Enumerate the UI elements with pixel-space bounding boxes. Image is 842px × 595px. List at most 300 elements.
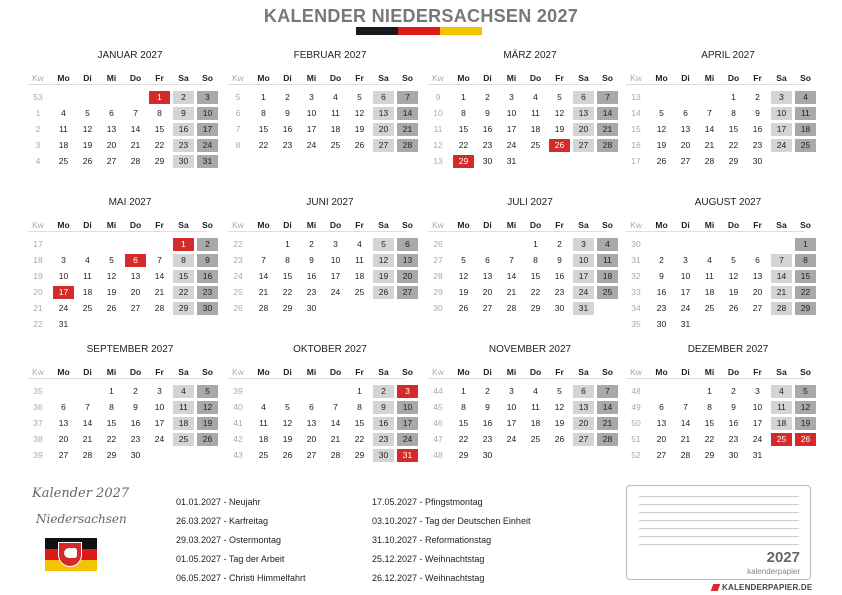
day-cell[interactable]: 19: [554, 418, 565, 428]
day-cell[interactable]: 29: [453, 155, 474, 168]
day-cell[interactable]: 13: [130, 271, 141, 281]
day-cell[interactable]: 24: [573, 286, 594, 299]
day-cell[interactable]: 11: [771, 401, 792, 414]
day-cell[interactable]: 19: [554, 124, 565, 134]
day-cell[interactable]: 13: [106, 124, 117, 134]
day-cell[interactable]: 28: [597, 433, 618, 446]
day-cell[interactable]: 23: [130, 434, 141, 444]
day-cell[interactable]: 23: [656, 303, 667, 313]
day-cell[interactable]: 13: [482, 271, 493, 281]
day-cell[interactable]: 27: [58, 450, 69, 460]
day-cell[interactable]: 7: [597, 385, 618, 398]
day-cell[interactable]: 10: [752, 402, 763, 412]
day-cell[interactable]: 10: [330, 255, 341, 265]
day-cell[interactable]: 4: [357, 239, 362, 249]
day-cell[interactable]: 28: [597, 139, 618, 152]
day-cell[interactable]: 17: [197, 123, 218, 136]
day-cell[interactable]: 7: [597, 91, 618, 104]
day-cell[interactable]: 2: [659, 255, 664, 265]
day-cell[interactable]: 25: [530, 140, 541, 150]
day-cell[interactable]: 16: [130, 418, 141, 428]
day-cell[interactable]: 26: [795, 433, 816, 446]
day-cell[interactable]: 3: [61, 255, 66, 265]
day-cell[interactable]: 19: [373, 270, 394, 283]
day-cell[interactable]: 30: [752, 156, 763, 166]
day-cell[interactable]: 15: [728, 124, 739, 134]
day-cell[interactable]: 12: [354, 108, 365, 118]
day-cell[interactable]: 29: [728, 156, 739, 166]
day-cell[interactable]: 17: [330, 271, 341, 281]
day-cell[interactable]: 22: [173, 286, 194, 299]
day-cell[interactable]: 3: [771, 91, 792, 104]
day-cell[interactable]: 11: [173, 401, 194, 414]
day-cell[interactable]: 12: [282, 418, 293, 428]
day-cell[interactable]: 1: [149, 91, 170, 104]
day-cell[interactable]: 27: [306, 450, 317, 460]
day-cell[interactable]: 20: [680, 140, 691, 150]
day-cell[interactable]: 9: [731, 402, 736, 412]
day-cell[interactable]: 1: [285, 239, 290, 249]
day-cell[interactable]: 30: [482, 450, 493, 460]
day-cell[interactable]: 6: [109, 108, 114, 118]
day-cell[interactable]: 10: [506, 402, 517, 412]
day-cell[interactable]: 5: [557, 92, 562, 102]
day-cell[interactable]: 11: [531, 402, 540, 412]
day-cell[interactable]: 14: [154, 271, 165, 281]
day-cell[interactable]: 4: [533, 386, 538, 396]
day-cell[interactable]: 29: [458, 450, 469, 460]
day-cell[interactable]: 11: [355, 255, 364, 265]
day-cell[interactable]: 12: [197, 401, 218, 414]
day-cell[interactable]: 1: [731, 92, 736, 102]
day-cell[interactable]: 31: [58, 319, 69, 329]
day-cell[interactable]: 18: [258, 434, 269, 444]
day-cell[interactable]: 22: [106, 434, 117, 444]
day-cell[interactable]: 14: [704, 124, 715, 134]
day-cell[interactable]: 24: [397, 433, 418, 446]
day-cell[interactable]: 20: [656, 434, 667, 444]
day-cell[interactable]: 28: [771, 302, 792, 315]
day-cell[interactable]: 9: [133, 402, 138, 412]
day-cell[interactable]: 2: [485, 92, 490, 102]
day-cell[interactable]: 15: [704, 418, 715, 428]
day-cell[interactable]: 21: [258, 287, 269, 297]
day-cell[interactable]: 6: [373, 91, 394, 104]
day-cell[interactable]: 17: [154, 418, 165, 428]
day-cell[interactable]: 26: [106, 303, 117, 313]
day-cell[interactable]: 1: [795, 238, 816, 251]
day-cell[interactable]: 12: [728, 271, 739, 281]
day-cell[interactable]: 3: [309, 92, 314, 102]
day-cell[interactable]: 15: [106, 418, 117, 428]
day-cell[interactable]: 21: [82, 434, 93, 444]
day-cell[interactable]: 24: [58, 303, 69, 313]
day-cell[interactable]: 25: [597, 286, 618, 299]
day-cell[interactable]: 16: [373, 417, 394, 430]
day-cell[interactable]: 21: [330, 434, 341, 444]
day-cell[interactable]: 31: [506, 156, 517, 166]
day-cell[interactable]: 16: [656, 287, 667, 297]
day-cell[interactable]: 22: [354, 434, 365, 444]
day-cell[interactable]: 6: [125, 254, 146, 267]
day-cell[interactable]: 18: [795, 123, 816, 136]
day-cell[interactable]: 6: [397, 238, 418, 251]
day-cell[interactable]: 17: [506, 124, 517, 134]
day-cell[interactable]: 2: [755, 92, 760, 102]
day-cell[interactable]: 24: [680, 303, 691, 313]
day-cell[interactable]: 24: [771, 139, 792, 152]
day-cell[interactable]: 2: [557, 239, 562, 249]
day-cell[interactable]: 2: [197, 238, 218, 251]
day-cell[interactable]: 31: [680, 319, 691, 329]
day-cell[interactable]: 17: [306, 124, 317, 134]
day-cell[interactable]: 11: [795, 107, 816, 120]
day-cell[interactable]: 15: [258, 124, 269, 134]
day-cell[interactable]: 1: [357, 386, 362, 396]
day-cell[interactable]: 23: [728, 434, 739, 444]
day-cell[interactable]: 1: [461, 386, 466, 396]
day-cell[interactable]: 5: [557, 386, 562, 396]
day-cell[interactable]: 12: [82, 124, 93, 134]
day-cell[interactable]: 24: [197, 139, 218, 152]
day-cell[interactable]: 19: [795, 417, 816, 430]
day-cell[interactable]: 19: [282, 434, 293, 444]
day-cell[interactable]: 6: [573, 91, 594, 104]
day-cell[interactable]: 23: [373, 433, 394, 446]
day-cell[interactable]: 9: [485, 402, 490, 412]
day-cell[interactable]: 27: [482, 303, 493, 313]
day-cell[interactable]: 9: [285, 108, 290, 118]
day-cell[interactable]: 12: [554, 108, 565, 118]
day-cell[interactable]: 6: [61, 402, 66, 412]
day-cell[interactable]: 21: [130, 140, 141, 150]
day-cell[interactable]: 16: [752, 124, 763, 134]
day-cell[interactable]: 27: [130, 303, 141, 313]
day-cell[interactable]: 2: [731, 386, 736, 396]
day-cell[interactable]: 20: [130, 287, 141, 297]
day-cell[interactable]: 26: [373, 286, 394, 299]
day-cell[interactable]: 23: [197, 286, 218, 299]
brand-link[interactable]: KALENDERPAPIER.DE: [722, 583, 813, 592]
day-cell[interactable]: 8: [461, 108, 466, 118]
day-cell[interactable]: 11: [597, 254, 618, 267]
day-cell[interactable]: 18: [354, 271, 365, 281]
day-cell[interactable]: 25: [795, 139, 816, 152]
day-cell[interactable]: 7: [707, 108, 712, 118]
day-cell[interactable]: 13: [373, 107, 394, 120]
day-cell[interactable]: 21: [397, 123, 418, 136]
day-cell[interactable]: 1: [261, 92, 266, 102]
day-cell[interactable]: 8: [795, 254, 816, 267]
day-cell[interactable]: 19: [656, 140, 667, 150]
day-cell[interactable]: 28: [154, 303, 165, 313]
day-cell[interactable]: 27: [752, 303, 763, 313]
day-cell[interactable]: 11: [705, 271, 714, 281]
day-cell[interactable]: 21: [597, 417, 618, 430]
day-cell[interactable]: 5: [285, 402, 290, 412]
day-cell[interactable]: 7: [261, 255, 266, 265]
day-cell[interactable]: 15: [354, 418, 365, 428]
day-cell[interactable]: 24: [506, 140, 517, 150]
day-cell[interactable]: 29: [154, 156, 165, 166]
day-cell[interactable]: 19: [106, 287, 117, 297]
day-cell[interactable]: 8: [461, 402, 466, 412]
day-cell[interactable]: 18: [771, 417, 792, 430]
day-cell[interactable]: 20: [106, 140, 117, 150]
day-cell[interactable]: 20: [373, 123, 394, 136]
day-cell[interactable]: 26: [458, 303, 469, 313]
day-cell[interactable]: 16: [482, 418, 493, 428]
day-cell[interactable]: 7: [397, 91, 418, 104]
day-cell[interactable]: 13: [58, 418, 69, 428]
day-cell[interactable]: 26: [656, 156, 667, 166]
day-cell[interactable]: 4: [333, 92, 338, 102]
day-cell[interactable]: 8: [173, 254, 194, 267]
day-cell[interactable]: 13: [397, 254, 418, 267]
day-cell[interactable]: 14: [597, 401, 618, 414]
day-cell[interactable]: 26: [728, 303, 739, 313]
day-cell[interactable]: 3: [509, 386, 514, 396]
day-cell[interactable]: 31: [752, 450, 763, 460]
day-cell[interactable]: 2: [309, 239, 314, 249]
day-cell[interactable]: 2: [133, 386, 138, 396]
day-cell[interactable]: 25: [530, 434, 541, 444]
day-cell[interactable]: 19: [197, 417, 218, 430]
day-cell[interactable]: 14: [771, 270, 792, 283]
day-cell[interactable]: 8: [157, 108, 162, 118]
day-cell[interactable]: 30: [482, 156, 493, 166]
day-cell[interactable]: 16: [197, 270, 218, 283]
day-cell[interactable]: 3: [157, 386, 162, 396]
day-cell[interactable]: 16: [482, 124, 493, 134]
day-cell[interactable]: 3: [397, 385, 418, 398]
day-cell[interactable]: 8: [731, 108, 736, 118]
day-cell[interactable]: 17: [506, 418, 517, 428]
day-cell[interactable]: 29: [795, 302, 816, 315]
day-cell[interactable]: 7: [333, 402, 338, 412]
day-cell[interactable]: 14: [680, 418, 691, 428]
day-cell[interactable]: 17: [680, 287, 691, 297]
day-cell[interactable]: 1: [461, 92, 466, 102]
day-cell[interactable]: 10: [58, 271, 69, 281]
day-cell[interactable]: 20: [573, 417, 594, 430]
day-cell[interactable]: 30: [173, 155, 194, 168]
day-cell[interactable]: 15: [458, 124, 469, 134]
day-cell[interactable]: 7: [771, 254, 792, 267]
day-cell[interactable]: 25: [173, 433, 194, 446]
day-cell[interactable]: 28: [680, 450, 691, 460]
day-cell[interactable]: 13: [752, 271, 763, 281]
day-cell[interactable]: 13: [306, 418, 317, 428]
day-cell[interactable]: 4: [795, 91, 816, 104]
day-cell[interactable]: 26: [354, 140, 365, 150]
day-cell[interactable]: 30: [656, 319, 667, 329]
day-cell[interactable]: 27: [680, 156, 691, 166]
day-cell[interactable]: 4: [61, 108, 66, 118]
day-cell[interactable]: 8: [285, 255, 290, 265]
day-cell[interactable]: 5: [461, 255, 466, 265]
day-cell[interactable]: 9: [755, 108, 760, 118]
day-cell[interactable]: 1: [533, 239, 538, 249]
day-cell[interactable]: 14: [82, 418, 93, 428]
day-cell[interactable]: 25: [82, 303, 93, 313]
day-cell[interactable]: 9: [197, 254, 218, 267]
day-cell[interactable]: 12: [373, 254, 394, 267]
day-cell[interactable]: 10: [306, 108, 317, 118]
day-cell[interactable]: 14: [397, 107, 418, 120]
day-cell[interactable]: 19: [82, 140, 93, 150]
day-cell[interactable]: 18: [173, 417, 194, 430]
day-cell[interactable]: 19: [354, 124, 365, 134]
day-cell[interactable]: 20: [752, 287, 763, 297]
day-cell[interactable]: 6: [683, 108, 688, 118]
day-cell[interactable]: 5: [373, 238, 394, 251]
day-cell[interactable]: 6: [573, 385, 594, 398]
day-cell[interactable]: 10: [680, 271, 691, 281]
day-cell[interactable]: 16: [554, 271, 565, 281]
day-cell[interactable]: 16: [728, 418, 739, 428]
day-cell[interactable]: 22: [458, 434, 469, 444]
day-cell[interactable]: 20: [397, 270, 418, 283]
day-cell[interactable]: 10: [397, 401, 418, 414]
day-cell[interactable]: 23: [282, 140, 293, 150]
day-cell[interactable]: 13: [680, 124, 691, 134]
day-cell[interactable]: 10: [771, 107, 792, 120]
day-cell[interactable]: 8: [261, 108, 266, 118]
day-cell[interactable]: 22: [704, 434, 715, 444]
day-cell[interactable]: 31: [397, 449, 418, 462]
day-cell[interactable]: 9: [557, 255, 562, 265]
day-cell[interactable]: 18: [82, 287, 93, 297]
day-cell[interactable]: 11: [331, 108, 340, 118]
day-cell[interactable]: 23: [752, 140, 763, 150]
day-cell[interactable]: 29: [282, 303, 293, 313]
day-cell[interactable]: 26: [197, 433, 218, 446]
day-cell[interactable]: 20: [58, 434, 69, 444]
day-cell[interactable]: 12: [106, 271, 117, 281]
day-cell[interactable]: 27: [656, 450, 667, 460]
day-cell[interactable]: 24: [154, 434, 165, 444]
day-cell[interactable]: 21: [680, 434, 691, 444]
day-cell[interactable]: 25: [771, 433, 792, 446]
day-cell[interactable]: 12: [554, 402, 565, 412]
day-cell[interactable]: 9: [173, 107, 194, 120]
day-cell[interactable]: 15: [530, 271, 541, 281]
day-cell[interactable]: 5: [659, 108, 664, 118]
day-cell[interactable]: 19: [728, 287, 739, 297]
day-cell[interactable]: 31: [197, 155, 218, 168]
day-cell[interactable]: 7: [133, 108, 138, 118]
day-cell[interactable]: 22: [258, 140, 269, 150]
day-cell[interactable]: 22: [154, 140, 165, 150]
day-cell[interactable]: 24: [506, 434, 517, 444]
day-cell[interactable]: 18: [530, 124, 541, 134]
day-cell[interactable]: 6: [659, 402, 664, 412]
day-cell[interactable]: 2: [285, 92, 290, 102]
day-cell[interactable]: 2: [373, 385, 394, 398]
day-cell[interactable]: 5: [197, 385, 218, 398]
day-cell[interactable]: 31: [573, 302, 594, 315]
day-cell[interactable]: 26: [549, 139, 570, 152]
day-cell[interactable]: 26: [282, 450, 293, 460]
day-cell[interactable]: 7: [157, 255, 162, 265]
day-cell[interactable]: 10: [573, 254, 594, 267]
day-cell[interactable]: 10: [506, 108, 517, 118]
day-cell[interactable]: 29: [354, 450, 365, 460]
day-cell[interactable]: 5: [795, 385, 816, 398]
day-cell[interactable]: 5: [109, 255, 114, 265]
day-cell[interactable]: 25: [704, 303, 715, 313]
day-cell[interactable]: 28: [397, 139, 418, 152]
day-cell[interactable]: 23: [173, 139, 194, 152]
day-cell[interactable]: 28: [330, 450, 341, 460]
day-cell[interactable]: 6: [309, 402, 314, 412]
day-cell[interactable]: 14: [330, 418, 341, 428]
day-cell[interactable]: 5: [731, 255, 736, 265]
day-cell[interactable]: 12: [795, 401, 816, 414]
day-cell[interactable]: 26: [554, 434, 565, 444]
day-cell[interactable]: 16: [173, 123, 194, 136]
day-cell[interactable]: 11: [531, 108, 540, 118]
day-cell[interactable]: 29: [173, 302, 194, 315]
day-cell[interactable]: 21: [597, 123, 618, 136]
day-cell[interactable]: 4: [707, 255, 712, 265]
day-cell[interactable]: 11: [59, 124, 68, 134]
day-cell[interactable]: 3: [683, 255, 688, 265]
day-cell[interactable]: 9: [659, 271, 664, 281]
day-cell[interactable]: 15: [795, 270, 816, 283]
day-cell[interactable]: 20: [306, 434, 317, 444]
day-cell[interactable]: 14: [258, 271, 269, 281]
day-cell[interactable]: 2: [173, 91, 194, 104]
day-cell[interactable]: 9: [373, 401, 394, 414]
day-cell[interactable]: 25: [258, 450, 269, 460]
day-cell[interactable]: 3: [573, 238, 594, 251]
day-cell[interactable]: 27: [397, 286, 418, 299]
day-cell[interactable]: 19: [458, 287, 469, 297]
day-cell[interactable]: 3: [333, 239, 338, 249]
day-cell[interactable]: 12: [458, 271, 469, 281]
day-cell[interactable]: 3: [509, 92, 514, 102]
day-cell[interactable]: 23: [482, 140, 493, 150]
day-cell[interactable]: 22: [458, 140, 469, 150]
day-cell[interactable]: 15: [173, 270, 194, 283]
day-cell[interactable]: 14: [506, 271, 517, 281]
day-cell[interactable]: 29: [530, 303, 541, 313]
day-cell[interactable]: 20: [573, 123, 594, 136]
day-cell[interactable]: 25: [58, 156, 69, 166]
day-cell[interactable]: 6: [485, 255, 490, 265]
day-cell[interactable]: 23: [306, 287, 317, 297]
day-cell[interactable]: 1: [707, 386, 712, 396]
day-cell[interactable]: 10: [197, 107, 218, 120]
day-cell[interactable]: 3: [755, 386, 760, 396]
day-cell[interactable]: 15: [458, 418, 469, 428]
day-cell[interactable]: 9: [485, 108, 490, 118]
day-cell[interactable]: 17: [397, 417, 418, 430]
day-cell[interactable]: 8: [707, 402, 712, 412]
day-cell[interactable]: 10: [154, 402, 165, 412]
day-cell[interactable]: 25: [330, 140, 341, 150]
day-cell[interactable]: 4: [261, 402, 266, 412]
day-cell[interactable]: 21: [704, 140, 715, 150]
day-cell[interactable]: 17: [573, 270, 594, 283]
day-cell[interactable]: 8: [109, 402, 114, 412]
day-cell[interactable]: 1: [109, 386, 114, 396]
day-cell[interactable]: 17: [53, 286, 74, 299]
day-cell[interactable]: 22: [282, 287, 293, 297]
day-cell[interactable]: 30: [306, 303, 317, 313]
